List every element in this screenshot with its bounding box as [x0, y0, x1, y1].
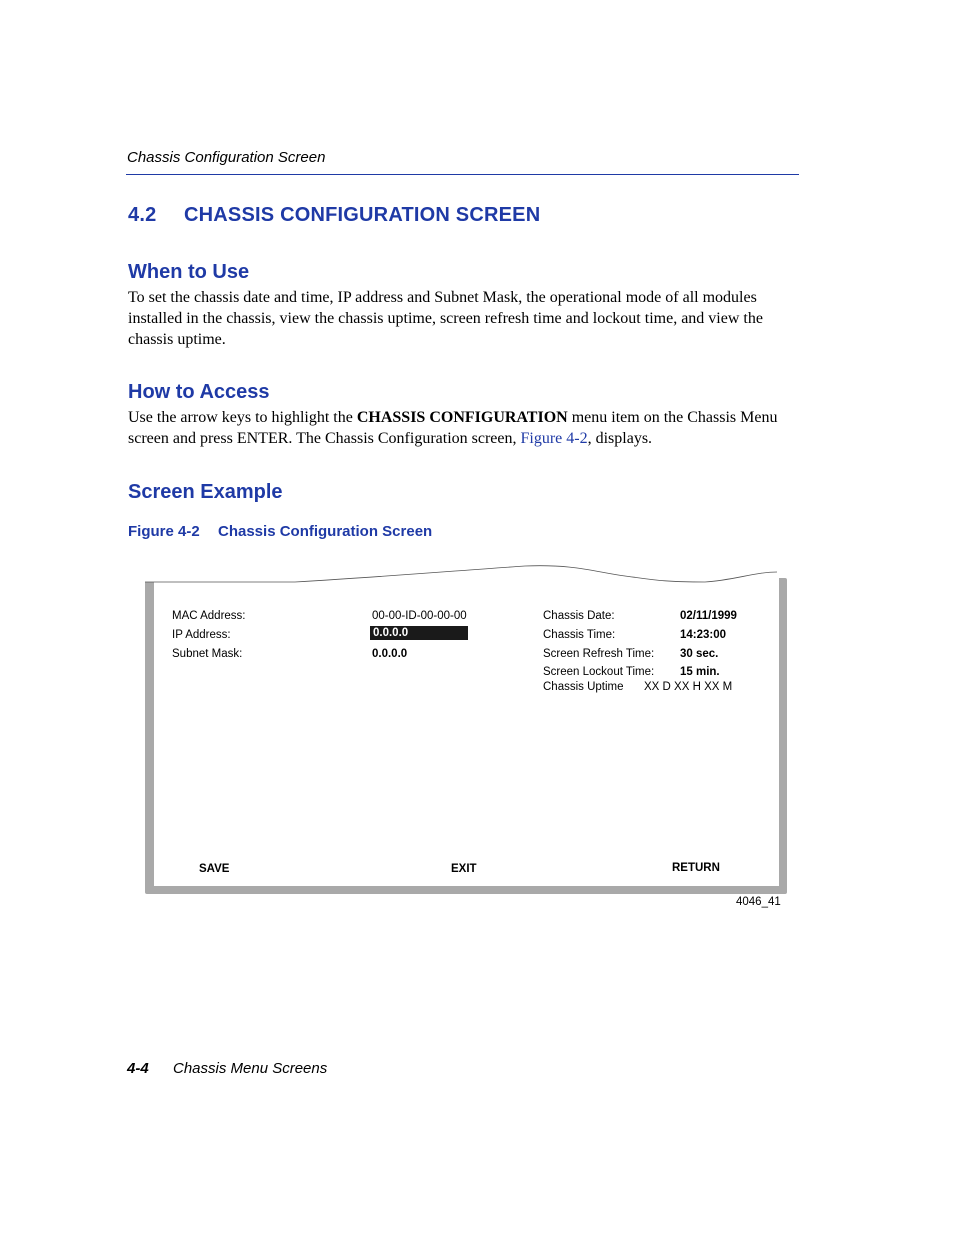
screen-refresh-value[interactable]: 30 sec. [680, 648, 719, 660]
when-to-use-text: To set the chassis date and time, IP address and Subnet Mask, the operational mode of all modules installed in the chassis, view the chassis uptime, screen refresh time and lockout time, and view the chassis uptime. [128, 289, 763, 348]
chassis-time-label: Chassis Time: [543, 629, 616, 641]
chassis-uptime-value: XX D XX H XX M [644, 681, 733, 693]
how-to-access-text-c: , displays. [587, 430, 653, 447]
return-command[interactable]: RETURN [672, 862, 720, 874]
screen-figure [145, 578, 787, 894]
torn-edge [145, 562, 787, 592]
running-header: Chassis Configuration Screen [127, 149, 326, 166]
page-footer [127, 1060, 327, 1077]
figure-link[interactable]: Figure 4-2 [520, 430, 588, 447]
ip-address-label: IP Address: [172, 629, 231, 641]
header-rule [126, 174, 799, 175]
page-number: 4-4 [127, 1060, 149, 1077]
how-to-access-text-b: menu item on the Chassis Menu screen and press ENTER. The Chassis Configuration screen, [128, 409, 778, 447]
how-to-access-heading: How to Access [128, 381, 270, 403]
figure-number: Figure 4-2 [128, 523, 200, 540]
screen-lockout-value[interactable]: 15 min. [680, 666, 720, 678]
ip-address-field[interactable]: 0.0.0.0 [370, 626, 468, 640]
section-number: 4.2 [128, 204, 157, 226]
menu-item-name: CHASSIS CONFIGURATION [356, 409, 568, 426]
figure-title: Chassis Configuration Screen [218, 523, 433, 540]
exit-command[interactable]: EXIT [451, 863, 477, 875]
when-to-use-heading: When to Use [128, 261, 250, 283]
chassis-uptime-label: Chassis Uptime [543, 681, 624, 693]
screen-refresh-label: Screen Refresh Time: [543, 648, 655, 660]
section-title-text: CHASSIS CONFIGURATION SCREEN [184, 204, 541, 226]
mac-address-value: 00-00-ID-00-00-00 [372, 610, 467, 622]
chassis-date-label: Chassis Date: [543, 610, 615, 622]
footer-title: Chassis Menu Screens [173, 1060, 328, 1077]
figure-caption [128, 523, 432, 540]
subnet-mask-value[interactable]: 0.0.0.0 [372, 648, 408, 660]
save-command[interactable]: SAVE [199, 863, 230, 875]
how-to-access-text [128, 407, 803, 449]
chassis-time-value[interactable]: 14:23:00 [680, 629, 727, 641]
subnet-mask-label: Subnet Mask: [172, 648, 243, 660]
chassis-date-value[interactable]: 02/11/1999 [680, 610, 737, 622]
figure-id: 4046_41 [736, 896, 781, 908]
mac-address-label: MAC Address: [172, 610, 246, 622]
screen-area [154, 578, 779, 886]
how-to-access-text-a: Use the arrow keys to highlight the [128, 409, 357, 426]
screen-example-heading: Screen Example [128, 481, 283, 503]
section-title [128, 204, 540, 227]
screen-lockout-label: Screen Lockout Time: [543, 666, 655, 678]
